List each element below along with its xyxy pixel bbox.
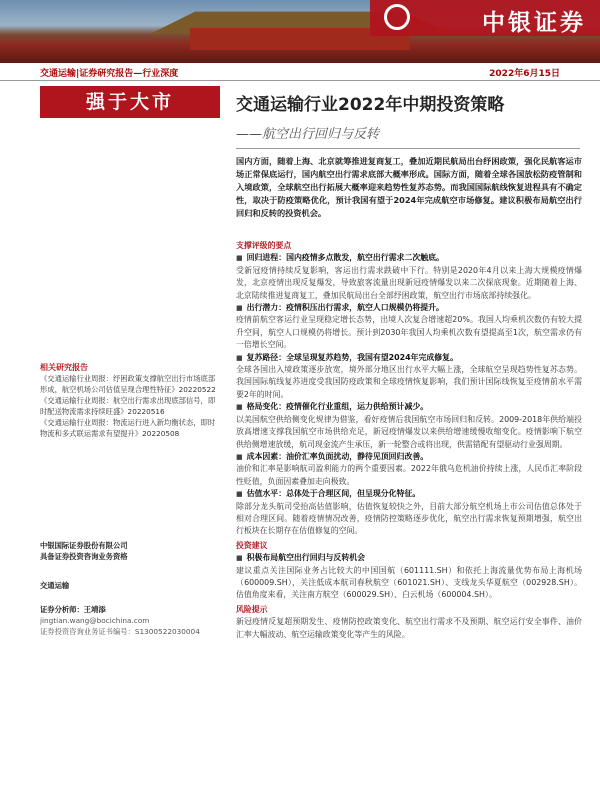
report-subbar	[0, 63, 600, 81]
analyst-name: 证券分析师：王靖添	[40, 605, 106, 614]
header-banner	[0, 0, 600, 63]
bullet-invest: ■ 积极布局航空出行回归与反转机会	[236, 552, 582, 564]
section-heading-points: 支撑评级的要点	[236, 241, 292, 250]
rating-badge: 强于大市	[40, 86, 220, 118]
bullet-potential: ■ 出行潜力：疫情积压出行需求，航空人口规模仍将提升。	[236, 302, 582, 314]
logo-text: 中银证券	[482, 9, 586, 36]
intro-paragraph: 国内方面，随着上海、北京就筹推进复商复工，叠加近期民航局出台纾困政策，强化民航客运市场正常保底运行，国内航空出行需求底部大概率形成。国际方面，随着全球各国放松防疫管制和入境政策，全球航空出行拓展大概率迎来趋势性复苏态势。而我国国际航线恢复进程具有不确定性，取决于防疫策略优化，预计我国有望于2024年完成航空市场修复。建议积极布局航空出行回归和反转的投资机会。	[236, 156, 582, 218]
related-report-2[interactable]: 《交通运输行业周报：航空出行需求出现底部信号，即时配送物流需求持续旺盛》20220516	[40, 396, 216, 416]
paragraph-recovery: 受新冠疫情持续反复影响，客运出行需求跌破中下行。特别是2020年4月以来上海大规模疫情爆发，北京疫情出现反复爆发，导致旅客流量出现新冠疫情爆发以来二次探底现象。近期随着上海、北京陆续推进复商复工，叠加民航局出台全部纾困政策，航空出行市场底部持续强化。	[236, 265, 582, 300]
title-divider	[236, 148, 580, 149]
analyst-cert: 证券投资咨询业务证书编号：S1300522030004	[40, 627, 200, 636]
report-date: 2022年6月15日	[489, 69, 560, 79]
report-subtitle: ——航空出行回归与反转	[236, 127, 380, 142]
boc-logo-icon	[384, 4, 410, 30]
paragraph-potential: 疫情前航空客运行业呈现稳定增长态势，出境人次复合增速超20%。我国人均乘机次数仍有较大提升空间，航空人口规模仍将增长。预计到2030年我国人均乘机次数有望提高至1次，航空需求仍有一倍增长空间。	[236, 315, 582, 350]
paragraph-structure: 以美国航空供给侧变化规律为借鉴，看好疫情后我国航空市场回归和反转。2009-2018年供给端投放高增速支撑我国航空市场供给充足，新冠疫情爆发以来供给增速缓慢收缩变化。疫情影响下航空供给侧增速放缓，航司现金流产生承压，新一轮整合或将出现，供需错配有望驱动行业强周期。	[236, 414, 582, 449]
industry-label	[40, 580, 220, 591]
company-info	[40, 540, 220, 562]
main-body	[236, 238, 582, 641]
related-reports	[40, 362, 220, 439]
paragraph-risk: 新冠疫情反复超预期发生、疫情防控政策变化、航空出行需求不及预期、航空运行安全事件、油价汇率大幅波动、航空运输政策变化等产生的风险。	[236, 617, 582, 639]
company-qualification: 具备证券投资咨询业务资格	[40, 552, 128, 561]
breadcrumb: 交通运输|证券研究报告—行业深度	[40, 69, 179, 79]
paragraph-invest: 建议重点关注国际业务占比较大的中国国航（601111.SH）和依托上海流量优势布局上海机场（600009.SH），关注低成本航司春秋航空（601021.SH）、支线龙头华夏航空（002928.SH）。估值角度来看，关注南方航空（600029.SH）、白云机场（600004.SH）。	[236, 565, 582, 600]
industry-name: 交通运输	[40, 581, 70, 590]
bullet-cost: ■ 成本因素：油价汇率负面扰动，静待见顶回归改善。	[236, 451, 582, 463]
analyst-info	[40, 604, 220, 637]
company-name: 中银国际证券股份有限公司	[40, 541, 128, 550]
bullet-path: ■ 复苏路径：全球呈现复苏趋势，我国有望2024年完成修复。	[236, 352, 582, 364]
bullet-structure: ■ 格局变化：疫情催化行业重组，运力供给预计减少。	[236, 401, 582, 413]
related-report-3[interactable]: 《交通运输行业周报：物流运行进入新均衡状态，即时物流和多式联运需求有望提升》20220508	[40, 418, 216, 438]
related-reports-heading: 相关研究报告	[40, 363, 88, 372]
paragraph-valuation: 除部分龙头航司受抬高估值影响，估值恢复较快之外，目前大部分航空机场上市公司估值总体处于相对合理区间。随着疫情情况改善，疫情防控策略逐步优化，航空出行需求恢复预期增强，航空出行板块在长期存在估值修复的空间。	[236, 501, 582, 536]
bullet-valuation: ■ 估值水平：总体处于合理区间，但呈现分化特征。	[236, 488, 582, 500]
section-heading-invest: 投资建议	[236, 540, 268, 550]
analyst-email[interactable]: jingtian.wang@bocichina.com	[40, 616, 150, 625]
report-title: 交通运输行业2022年中期投资策略	[236, 95, 505, 115]
paragraph-path: 全球各国出入境政策逐步放宽，境外部分地区出行水平大幅上涨，全球航空呈现趋势性复苏态势。我国国际航线复苏进度受我国防疫政策和全球疫情恢复影响，我们预计国际线恢复至疫情前水平需要2年的时间。	[236, 365, 582, 399]
related-report-1[interactable]: 《交通运输行业周报：纾困政策支撑航空出行市场底部形成，航空机场公司估值呈现合理性特征》20220522	[40, 374, 216, 394]
bullet-recovery: ■ 回归进程：国内疫情多点散发，航空出行需求二次触底。	[236, 252, 582, 264]
paragraph-cost: 油价和汇率是影响航司盈利能力的两个重要因素。2022年俄乌危机油价持续上涨，人民币汇率阶段性贬值，负面因素叠加走向极致。	[236, 464, 582, 486]
section-heading-risk: 风险提示	[236, 604, 268, 614]
